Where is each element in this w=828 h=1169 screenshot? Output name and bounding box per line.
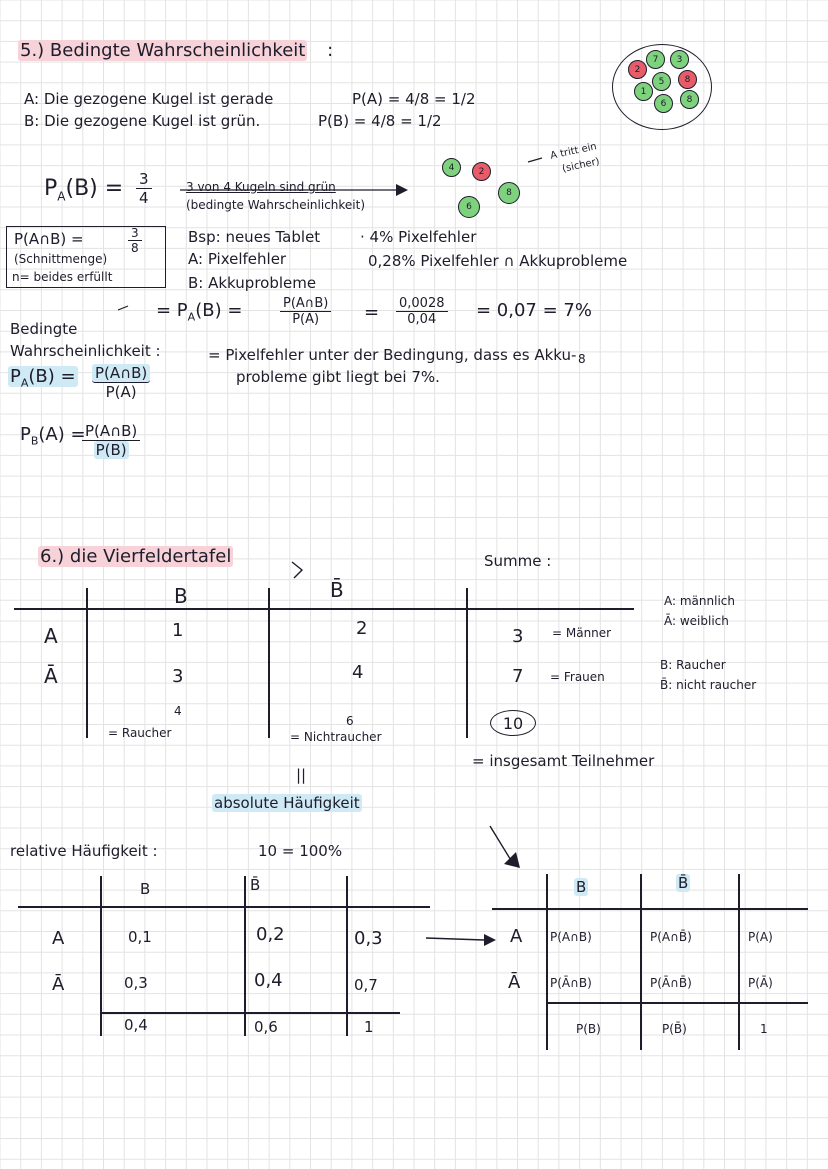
table2-cell: 0,1: [128, 928, 152, 946]
probability-a-value: 4/8 = 1/2: [405, 90, 476, 108]
definition-pb-p: P: [20, 424, 31, 445]
calc-f2-den: 0,04: [407, 312, 437, 327]
urn-ball: 5: [652, 72, 671, 91]
table1-row-sum-label: = Frauen: [550, 670, 605, 684]
table1-cell: 2: [356, 618, 368, 639]
table2-col-sum: 0,6: [254, 1018, 278, 1036]
a-note-line2: (sicher): [561, 156, 601, 175]
right-arrow-line: [426, 938, 484, 940]
intersection-sub-label: (Schnittmenge): [14, 252, 108, 266]
table2-col-sum: 0,4: [124, 1016, 148, 1034]
event-a-definition: A: Die gezogene Kugel ist gerade: [24, 90, 274, 108]
event-b-definition: B: Die gezogene Kugel ist grün.: [24, 112, 261, 130]
calc-f1-num: P(A∩B): [280, 296, 331, 312]
down-arrow-line: [490, 826, 512, 862]
calc-result: = 0,07 = 7%: [476, 300, 592, 321]
absolute-label-text: absolute Häufigkeit: [214, 794, 360, 812]
table3-cell: P(Ā): [748, 976, 773, 990]
definition-pa-num: P(A∩B): [92, 364, 150, 383]
example-event-a: A: Pixelfehler: [188, 250, 287, 268]
table2-row-sum: 0,3: [354, 928, 383, 949]
definition-pa-den: P(A): [105, 383, 137, 401]
table1-row-sum: 7: [512, 666, 524, 687]
table1-row-sum: 3: [512, 626, 524, 647]
note-arrow-head: [396, 184, 408, 196]
probability-a-label: P(A) =: [352, 90, 401, 108]
table1-col-sum: 4: [174, 704, 182, 718]
table1-cell: 4: [352, 662, 364, 683]
conclusion-line1: = Pixelfehler unter der Bedingung, dass es Akku-: [208, 346, 577, 364]
conclusion-line2: probleme gibt liegt bei 7%.: [236, 368, 440, 386]
urn-ball: 3: [670, 50, 689, 69]
definition-pb-den: P(B): [95, 441, 127, 459]
conditional-pab-arg: (B) =: [65, 176, 124, 201]
table1-cell: 1: [172, 620, 184, 641]
legend-item: Ā: weiblich: [664, 614, 729, 628]
tick-mark: [118, 306, 128, 310]
a-note-arrow: [528, 158, 542, 162]
table2-cell: 0,3: [124, 974, 148, 992]
definition-label-2: Wahrscheinlichkeit :: [10, 342, 161, 360]
urn-ball: 8: [680, 90, 699, 109]
section5-title-colon: :: [327, 40, 334, 61]
right-arrow-head: [484, 934, 496, 946]
calc-sub: A: [187, 310, 196, 324]
calc-f2-num: 0,0028: [396, 296, 448, 312]
calc-equals: =: [364, 302, 380, 323]
intersection-both: n= beides erfüllt: [12, 270, 113, 284]
urn-ball: 8: [678, 70, 697, 89]
urn-ball: 2: [628, 60, 647, 79]
total-label: = insgesamt Teilnehmer: [472, 752, 655, 770]
table3-col-bbar-text: B̄: [678, 874, 689, 892]
table1-cell: 3: [172, 666, 184, 687]
summe-label: Summe :: [484, 552, 552, 570]
table2-col-b: B: [140, 880, 151, 898]
example-intersection: 0,28% Pixelfehler ∩ Akkuprobleme: [368, 252, 628, 270]
table1-row-sum-label: = Männer: [552, 626, 612, 640]
turn-arrow-icon: [292, 562, 302, 578]
green-ball: 6: [458, 196, 480, 218]
table2-col-bbar: B̄: [250, 876, 261, 894]
legend-item: B: Raucher: [660, 658, 726, 672]
table3-row-a: A: [510, 926, 523, 947]
definition-pa-sub: A: [20, 376, 29, 390]
table3-col-sum: P(B): [576, 1022, 601, 1036]
red-ball: 2: [472, 162, 491, 181]
legend-item: A: männlich: [664, 594, 735, 608]
conditional-pab-num: 3: [136, 170, 152, 189]
relative-label: relative Häufigkeit :: [10, 842, 158, 860]
a-note-line1: A tritt ein: [549, 141, 598, 162]
green-ball: 4: [442, 158, 461, 177]
note-conditional: (bedingte Wahrscheinlichkeit): [186, 198, 366, 212]
intersection-label: P(A∩B) =: [14, 230, 84, 248]
table3-cell: P(A∩B̄): [650, 930, 692, 944]
table3-cell: P(Ā∩B): [550, 976, 592, 990]
relative-equation: 10 = 100%: [258, 842, 343, 860]
calc-eq: = P: [156, 300, 188, 321]
note-green-balls: 3 von 4 Kugeln sind grün: [186, 180, 336, 194]
table1-col-sum: 6: [346, 714, 354, 728]
table3-cell: P(Ā∩B̄): [650, 976, 692, 990]
table3-row-abar: Ā: [508, 972, 521, 993]
definition-pb-arg: (A) =: [38, 424, 86, 445]
calc-f1-den: P(A): [292, 312, 320, 327]
table2-total: 1: [364, 1018, 374, 1036]
section5-title-text: 5.) Bedingte Wahrscheinlichkeit: [20, 40, 306, 61]
parallel-mark: ||: [296, 766, 307, 784]
intersection-den: 8: [131, 241, 139, 255]
table1-total: 10: [502, 713, 524, 733]
table3-col-sum: P(B̄): [662, 1022, 687, 1036]
definition-pb-sub: B: [30, 434, 39, 448]
table2-row-a: A: [52, 928, 65, 949]
definition-pb-num: P(A∩B): [82, 422, 140, 441]
table1-col-bbar: B̄: [330, 578, 344, 602]
probability-b-value: 4/8 = 1/2: [371, 112, 442, 130]
green-ball: 8: [498, 182, 520, 204]
urn-ball: 1: [634, 82, 653, 101]
definition-pa-arg: (B) =: [28, 366, 76, 387]
example-event-b: B: Akkuprobleme: [188, 274, 317, 292]
table3-col-b-text: B: [576, 878, 587, 896]
conditional-pab-sub: A: [57, 189, 66, 204]
table3-total: 1: [760, 1022, 768, 1036]
conditional-pab-den: 4: [139, 189, 149, 207]
conditional-pab-p: P: [44, 176, 58, 201]
definition-label-1: Bedingte: [10, 320, 78, 338]
table2-row-abar: Ā: [52, 974, 65, 995]
probability-b-label: P(B) =: [318, 112, 367, 130]
table1-col-b: B: [174, 584, 188, 608]
table1-col-sum-label: = Nichtraucher: [290, 730, 382, 744]
calc-arg: (B) =: [195, 300, 243, 321]
legend-item: B̄: nicht raucher: [660, 678, 757, 692]
intersection-num: 3: [128, 226, 142, 241]
conclusion-overwrite: 8: [578, 352, 586, 366]
table2-cell: 0,4: [254, 970, 283, 991]
down-arrow-head: [504, 852, 520, 868]
table2-row-sum: 0,7: [354, 976, 378, 994]
table2-cell: 0,2: [256, 924, 285, 945]
definition-pa-p: P: [10, 366, 21, 387]
table1-row-a: A: [44, 624, 58, 648]
table1-col-sum-label: = Raucher: [108, 726, 172, 740]
section6-title-text: 6.) die Vierfeldertafel: [40, 546, 232, 567]
table3-cell: P(A): [748, 930, 773, 944]
example-title: Bsp: neues Tablet: [188, 228, 321, 246]
table3-cell: P(A∩B): [550, 930, 592, 944]
urn-ball: 6: [654, 94, 673, 113]
table1-row-abar: Ā: [44, 664, 58, 688]
example-pixel-rate: · 4% Pixelfehler: [360, 228, 477, 246]
urn-ball: 7: [646, 50, 665, 69]
